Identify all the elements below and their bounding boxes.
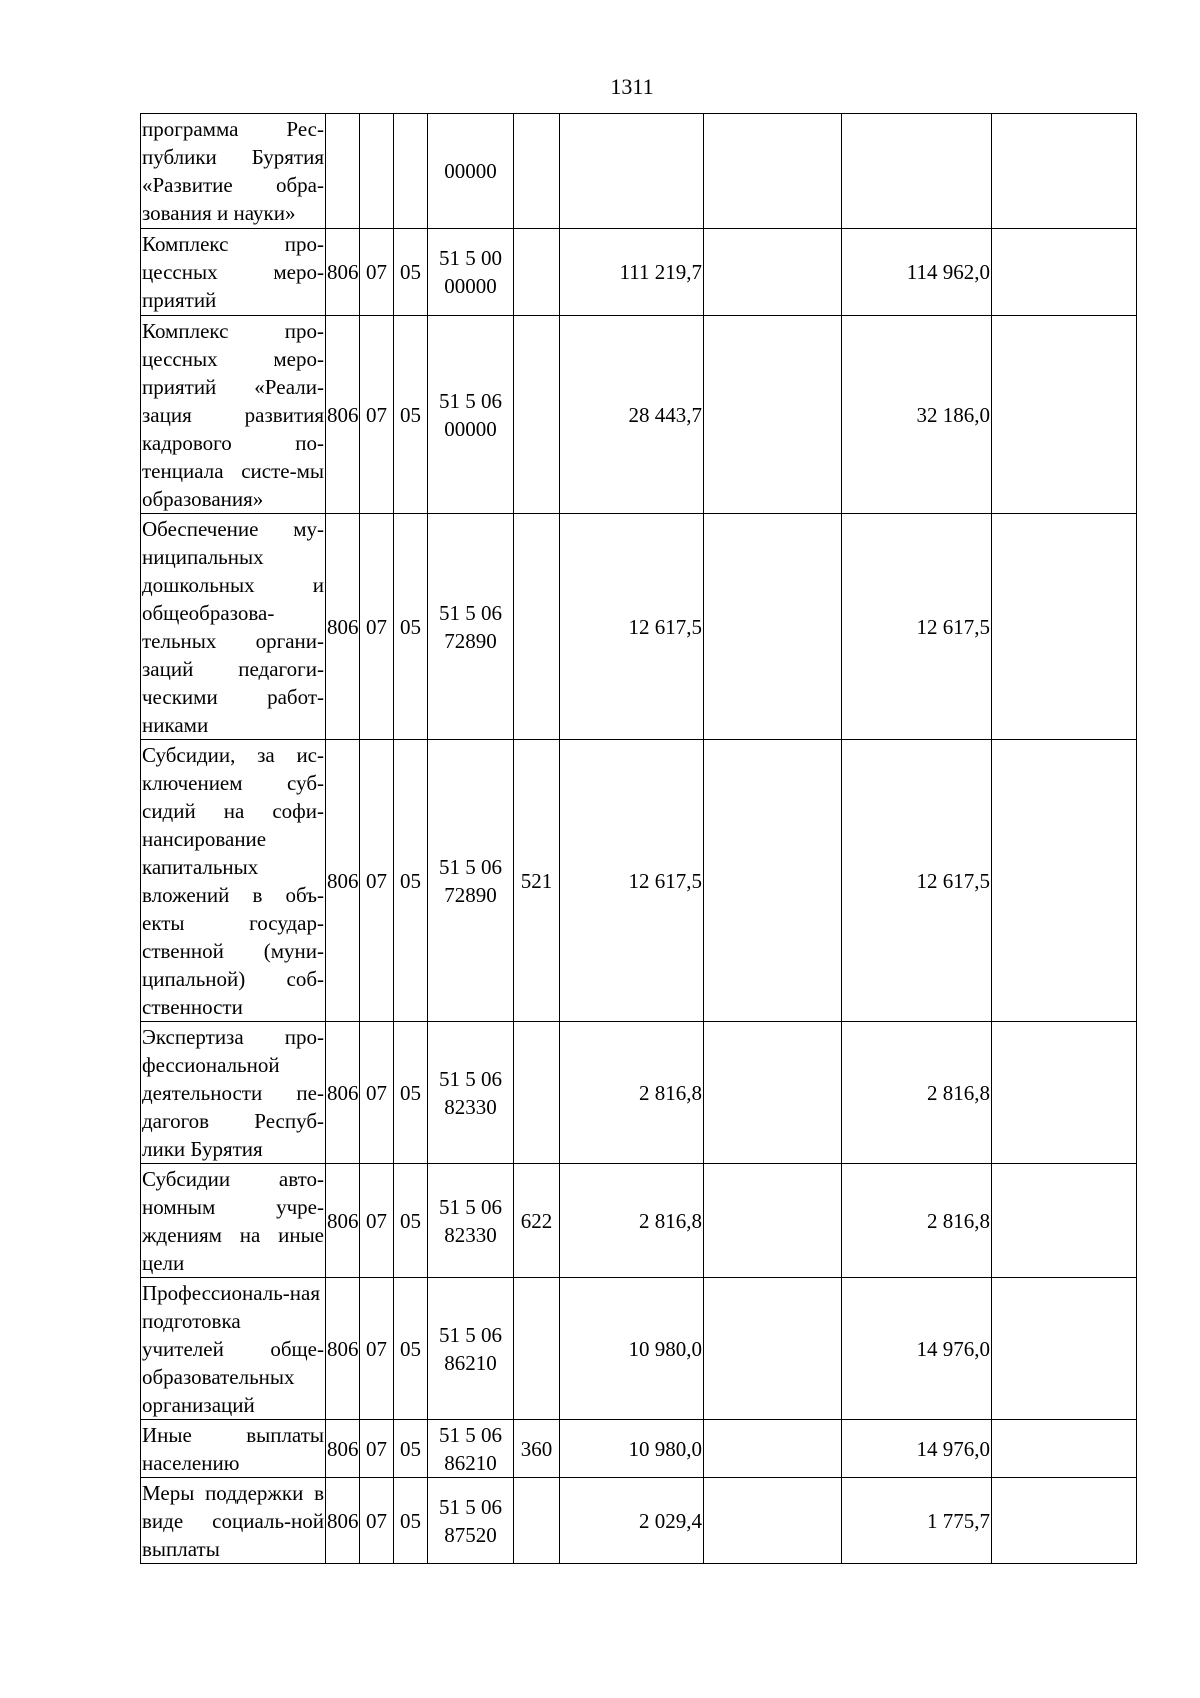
table-row: [141, 229, 1137, 316]
table-row: [141, 1022, 1137, 1164]
row-amount-2: [704, 1478, 842, 1564]
row-target-article-code: 51 5 06 82330: [428, 1164, 514, 1278]
row-amount-3: 2 816,8: [842, 1164, 992, 1278]
row-target-article-code: 51 5 06 86210: [428, 1278, 514, 1420]
row-amount-4: [992, 1478, 1137, 1564]
row-target-article-code: 51 5 00 00000: [428, 229, 514, 316]
table-row: [141, 1420, 1137, 1478]
row-amount-2: [704, 514, 842, 740]
table-row: [141, 316, 1137, 514]
row-expense-type-code: [514, 514, 560, 740]
row-subsection-code: 05: [394, 1278, 428, 1420]
row-amount-2: [704, 1022, 842, 1164]
row-grbs-code: 806: [326, 1278, 360, 1420]
row-amount-1: 12 617,5: [560, 514, 704, 740]
row-expense-type-code: [514, 316, 560, 514]
row-expense-type-code: 360: [514, 1420, 560, 1478]
row-amount-1: 28 443,7: [560, 316, 704, 514]
row-grbs-code: 806: [326, 1478, 360, 1564]
row-subsection-code: 05: [394, 1022, 428, 1164]
row-expense-type-code: [514, 1278, 560, 1420]
row-section-code: 07: [360, 1420, 394, 1478]
row-amount-1: 2 029,4: [560, 1478, 704, 1564]
row-amount-1: 111 219,7: [560, 229, 704, 316]
row-section-code: 07: [360, 316, 394, 514]
row-amount-3: [842, 114, 992, 229]
row-amount-2: [704, 1278, 842, 1420]
row-amount-2: [704, 229, 842, 316]
row-grbs-code: 806: [326, 1164, 360, 1278]
row-target-article-code: 51 5 06 82330: [428, 1022, 514, 1164]
row-target-article-code: 51 5 06 87520: [428, 1478, 514, 1564]
row-amount-4: [992, 1278, 1137, 1420]
row-amount-3: 2 816,8: [842, 1022, 992, 1164]
table-row: [141, 1164, 1137, 1278]
row-amount-2: [704, 316, 842, 514]
row-subsection-code: 05: [394, 1164, 428, 1278]
row-amount-3: 12 617,5: [842, 740, 992, 1022]
row-subsection-code: 05: [394, 316, 428, 514]
row-description: программа Рес-публики Бурятия «Развитие обра-зования и науки»: [141, 114, 326, 229]
row-grbs-code: [326, 114, 360, 229]
row-amount-3: 14 976,0: [842, 1420, 992, 1478]
row-amount-1: 2 816,8: [560, 1164, 704, 1278]
row-amount-4: [992, 114, 1137, 229]
page-number: 1311: [610, 74, 654, 99]
row-section-code: [360, 114, 394, 229]
row-grbs-code: 806: [326, 1022, 360, 1164]
row-grbs-code: 806: [326, 514, 360, 740]
row-description: Комплекс про-цессных меро-приятий: [141, 229, 326, 316]
row-amount-4: [992, 1420, 1137, 1478]
row-amount-3: 1 775,7: [842, 1478, 992, 1564]
row-section-code: 07: [360, 1478, 394, 1564]
table-body: [141, 114, 1137, 1564]
row-target-article-code: 51 5 06 86210: [428, 1420, 514, 1478]
row-expense-type-code: [514, 114, 560, 229]
row-description: Иные выплаты населению: [141, 1420, 326, 1478]
row-section-code: 07: [360, 1164, 394, 1278]
row-subsection-code: 05: [394, 229, 428, 316]
row-section-code: 07: [360, 1022, 394, 1164]
row-amount-4: [992, 1022, 1137, 1164]
row-expense-type-code: [514, 229, 560, 316]
row-subsection-code: 05: [394, 1478, 428, 1564]
row-section-code: 07: [360, 740, 394, 1022]
row-amount-2: [704, 740, 842, 1022]
row-amount-4: [992, 229, 1137, 316]
row-expense-type-code: [514, 1478, 560, 1564]
row-target-article-code: 00000: [428, 114, 514, 229]
row-section-code: 07: [360, 1278, 394, 1420]
row-amount-4: [992, 740, 1137, 1022]
row-grbs-code: 806: [326, 316, 360, 514]
row-amount-1: 12 617,5: [560, 740, 704, 1022]
row-subsection-code: 05: [394, 740, 428, 1022]
row-description: Субсидии, за ис-ключением суб-сидий на софи-нансирование капитальных вложений в объ-екты государ-ственной (муни-ципальной) соб-ственности: [141, 740, 326, 1022]
row-section-code: 07: [360, 514, 394, 740]
budget-table: [140, 113, 1137, 1564]
row-grbs-code: 806: [326, 229, 360, 316]
row-subsection-code: 05: [394, 514, 428, 740]
row-expense-type-code: [514, 1022, 560, 1164]
row-amount-1: 10 980,0: [560, 1278, 704, 1420]
row-grbs-code: 806: [326, 740, 360, 1022]
row-target-article-code: 51 5 06 00000: [428, 316, 514, 514]
row-amount-3: 12 617,5: [842, 514, 992, 740]
row-subsection-code: [394, 114, 428, 229]
row-description: Комплекс про-цессных меро-приятий «Реали-зация развития кадрового по-тенциала систе-мы образования»: [141, 316, 326, 514]
table-row: [141, 514, 1137, 740]
row-amount-1: 10 980,0: [560, 1420, 704, 1478]
row-description: Субсидии авто-номным учре-ждениям на иные цели: [141, 1164, 326, 1278]
row-grbs-code: 806: [326, 1420, 360, 1478]
row-amount-3: 114 962,0: [842, 229, 992, 316]
row-amount-4: [992, 1164, 1137, 1278]
row-expense-type-code: 622: [514, 1164, 560, 1278]
row-section-code: 07: [360, 229, 394, 316]
row-amount-4: [992, 316, 1137, 514]
table-row: [141, 740, 1137, 1022]
row-subsection-code: 05: [394, 1420, 428, 1478]
row-description: Профессиональ-ная подготовка учителей обще-образовательных организаций: [141, 1278, 326, 1420]
row-amount-2: [704, 114, 842, 229]
table-row: [141, 114, 1137, 229]
row-target-article-code: 51 5 06 72890: [428, 514, 514, 740]
row-amount-3: 14 976,0: [842, 1278, 992, 1420]
row-target-article-code: 51 5 06 72890: [428, 740, 514, 1022]
row-description: Обеспечение му-ниципальных дошкольных и общеобразова-тельных органи-заций педагоги-ческими работ-никами: [141, 514, 326, 740]
row-amount-4: [992, 514, 1137, 740]
table-row: [141, 1278, 1137, 1420]
row-amount-3: 32 186,0: [842, 316, 992, 514]
row-amount-1: 2 816,8: [560, 1022, 704, 1164]
row-amount-2: [704, 1164, 842, 1278]
row-amount-2: [704, 1420, 842, 1478]
row-description: Экспертиза про-фессиональной деятельности пе-дагогов Респуб-лики Бурятия: [141, 1022, 326, 1164]
row-amount-1: [560, 114, 704, 229]
row-description: Меры поддержки в виде социаль-ной выплаты: [141, 1478, 326, 1564]
row-expense-type-code: 521: [514, 740, 560, 1022]
table-row: [141, 1478, 1137, 1564]
